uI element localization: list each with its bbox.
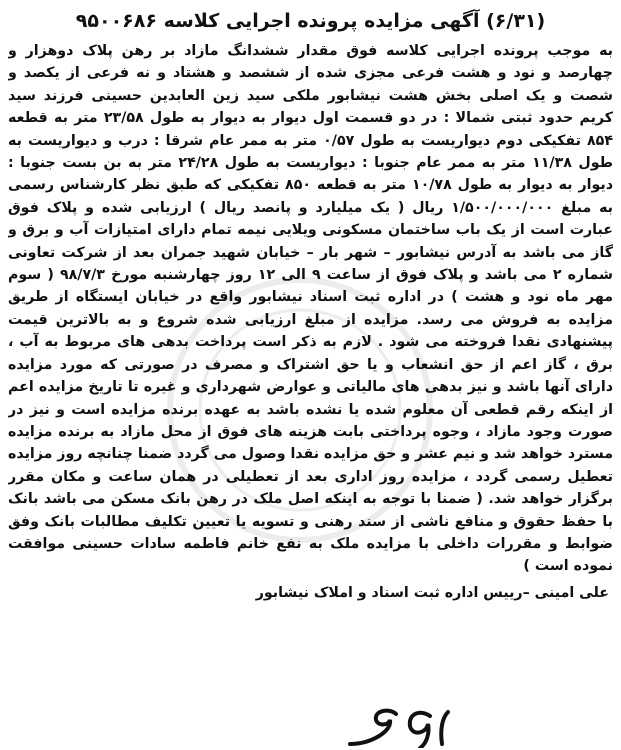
notice-body: به موجب پرونده اجرایی کلاسه فوق مقدار ششدانگ مازاد بر رهن پلاک دوهزار و چهارصد و نود و هشت فرعی مجزی شده از ششصد و هشتاد و نه فرعی از یکصد و شصت و یک اصلی بخش هشت نیشابور ملکی سید زین العابدین حسینی فرزند سید کریم حدود ثبتی شمالا : در دو قسمت اول دیوار به دیوار به طول ۲۳/۵۸ متر به قطعه ۸۵۴ تفکیکی دوم دیواریست به طول ۰/۵۷ متر به ممر عام شرقا : درب و دیواریست به طول ۱۱/۳۸ متر به ممر عام جنوبا : دیواریست به طول ۲۴/۲۸ متر به بن بست جنوبا : دیوار به دیوار به طول ۱۰/۷۸ متر به قطعه ۸۵۰ تفکیکی که طبق نظر کارشناس رسمی به مبلغ ۱/۵۰۰/۰۰۰/۰۰۰ ریال ( یک میلیارد و پانصد ریال ) ارزیابی شده و پلاک فوق عبارت است از یک باب ساختمان مسکونی ویلایی نیمه تمام دارای امتیازات آب و برق و گاز می باشد به آدرس نیشابور – شهر بار – خیابان شهید جمران بعد از شرکت تعاونی شماره ۲ می باشد و پلاک فوق از ساعت ۹ الی ۱۲ روز چهارشنبه مورخ ۹۸/۷/۳ ( سوم مهر ماه نود و هشت ) در اداره ثبت اسناد نیشابور واقع در خیابان ایستگاه از طریق مزایده به فروش می رسد. مزایده از مبلغ ارزیابی شده شروع و به بالاترین قیمت پیشنهادی نقدا فروخته می شود . لازم به ذکر است پرداخت بدهی های مربوط به آب ، برق ، گاز اعم از حق انشعاب و یا حق اشتراک و مصرف در صورتی که مورد مزایده دارای آنها باشد و نیز بدهی های مالیاتی و عوارض شهرداری و غیره تا تاریخ مزایده اعم از اینکه رقم قطعی آن معلوم شده یا نشده باشد به عهده برنده مزایده است و نیز در صورت وجود مازاد ، وجوه پرداختی بابت هزینه های فوق از محل مازاد به برنده مزایده مسترد خواهد شد و نیم عشر و حق مزایده نقدا وصول می گردد ضمنا چنانچه روز مزایده تعطیل رسمی گردد ، مزایده روز اداری بعد از تعطیلی در همان ساعت و مکان مقرر برگزار خواهد شد. ( ضمنا با توجه به اینکه اصل ملک در رهن بانک مسکن می باشد بانک با حفظ حقوق و منافع ناشی از سند رهنی و تسویه یا تعیین تکلیف مطالبات بانک وفق ضوابط و مقررات داخلی با مزایده ملک به نفع خانم فاطمه سادات حسینی موافقت نموده است ) [8, 43, 613, 575]
auction-notice [8, 6, 613, 744]
notice-title: (۶/۳۱) آگهی مزایده پرونده اجرایی کلاسه ۹۵۰۰۶۸۶ [75, 10, 546, 32]
notice-signature: علی امینی –رییس اداره ثبت اسناد و املاک نیشابور [255, 584, 609, 601]
handwritten-number [330, 704, 470, 748]
